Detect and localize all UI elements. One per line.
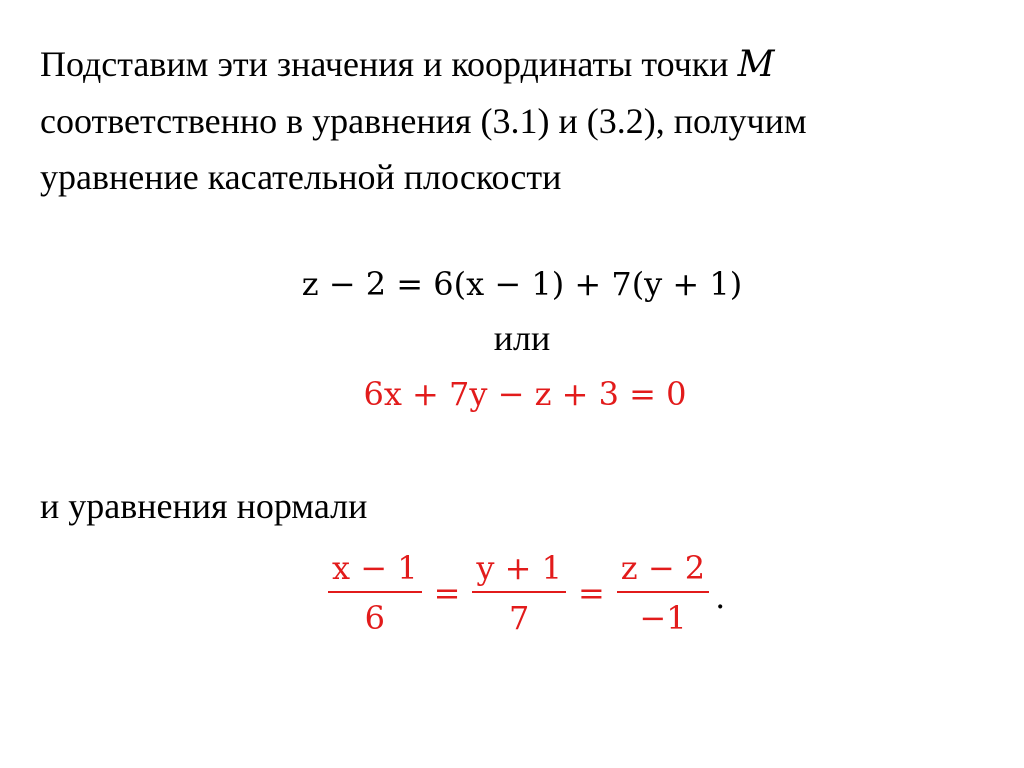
fraction-z [617, 546, 709, 640]
tangent-plane-equation: z − 2 = 6(x − 1) + 7(y + 1) [301, 265, 743, 303]
intro-line-1-text: Подставим эти значения и координаты точки [40, 44, 738, 84]
normal-label: и уравнения нормали [40, 486, 368, 526]
fraction-z-numerator: z − 2 [620, 549, 706, 587]
terminator-period: . [715, 578, 726, 616]
fraction-y-numerator: y + 1 [476, 549, 562, 587]
fraction-y-bar [472, 591, 566, 593]
fraction-y [472, 546, 566, 640]
intro-line-2: соответственно в уравнения (3.1) и (3.2), получим [40, 101, 807, 141]
fraction-z-bar [617, 591, 709, 593]
fraction-x-numerator: x − 1 [332, 549, 418, 587]
or-word: или [493, 318, 551, 358]
fraction-x-bar [328, 591, 422, 593]
fraction-y-denominator: 7 [508, 599, 530, 637]
normal-equations [328, 546, 725, 640]
fraction-x [328, 546, 422, 640]
tangent-plane-equation-simplified: 6x + 7y − z + 3 = 0 [363, 375, 687, 413]
point-label: M [737, 44, 775, 85]
fraction-z-denominator: −1 [639, 599, 687, 637]
equals-sign-2: = [577, 574, 605, 612]
fraction-x-denominator: 6 [364, 599, 385, 637]
intro-line-1 [40, 36, 1000, 93]
equals-sign-1: = [433, 574, 461, 612]
intro-line-3: уравнение касательной плоскости [40, 157, 562, 197]
intro-paragraph [40, 36, 1000, 205]
